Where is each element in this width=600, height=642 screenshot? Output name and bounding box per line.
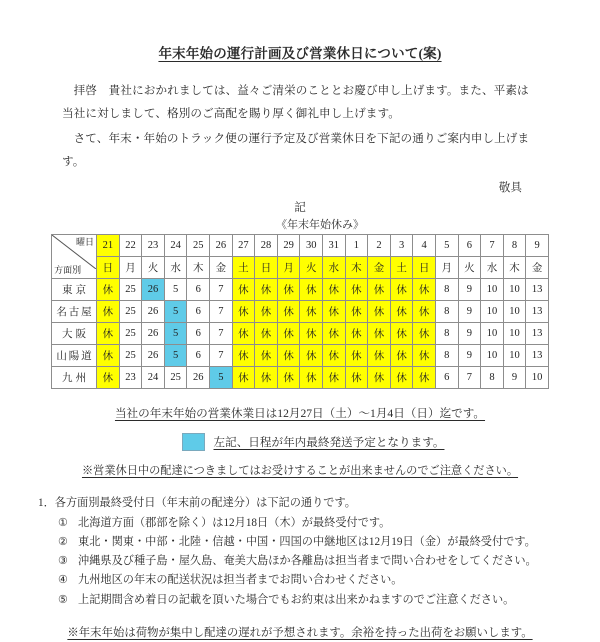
schedule-cell: 休	[368, 367, 391, 389]
weekday-header-cell: 木	[503, 257, 526, 279]
row-header-region: 名古屋	[52, 301, 97, 323]
legend-text: 左記、日程が年内最終発送予定となります。	[213, 436, 445, 450]
weekday-header-cell: 金	[368, 257, 391, 279]
schedule-cell: 6	[435, 367, 458, 389]
date-header-cell: 23	[142, 235, 165, 257]
date-header-cell: 7	[481, 235, 504, 257]
schedule-cell: 5	[210, 367, 233, 389]
schedule-cell: 休	[232, 345, 255, 367]
list-item-marker: ⑤	[58, 593, 69, 606]
table-header-weekday-row	[52, 257, 549, 279]
list-item-marker: ①	[58, 516, 69, 529]
table-row	[52, 367, 549, 389]
schedule-cell: 13	[526, 323, 549, 345]
schedule-cell: 9	[458, 345, 481, 367]
schedule-cell: 6	[187, 345, 210, 367]
list-item	[58, 571, 600, 590]
schedule-cell: 休	[97, 279, 120, 301]
schedule-cell: 25	[119, 345, 142, 367]
row-header-region: 山陽道	[52, 345, 97, 367]
schedule-cell: 休	[255, 301, 278, 323]
table-header-dates-row	[52, 235, 549, 257]
schedule-cell: 休	[413, 301, 436, 323]
schedule-cell: 休	[300, 323, 323, 345]
schedule-cell: 休	[97, 323, 120, 345]
schedule-cell: 23	[119, 367, 142, 389]
date-header-cell: 27	[232, 235, 255, 257]
weekday-header-cell: 日	[255, 257, 278, 279]
ki-marker: 記	[294, 201, 306, 215]
weekday-header-cell: 火	[300, 257, 323, 279]
corner-label-weekday: 曜日	[76, 237, 95, 248]
schedule-cell: 休	[345, 367, 368, 389]
schedule-cell: 24	[142, 367, 165, 389]
table-row	[52, 345, 549, 367]
list-item	[58, 591, 600, 610]
page-title: 年末年始の運行計画及び営業休日について(案)	[158, 46, 442, 61]
schedule-cell: 休	[232, 323, 255, 345]
schedule-cell: 休	[97, 345, 120, 367]
schedule-cell: 休	[323, 279, 346, 301]
schedule-cell: 13	[526, 301, 549, 323]
schedule-cell: 7	[210, 279, 233, 301]
date-header-cell: 9	[526, 235, 549, 257]
schedule-cell: 休	[368, 279, 391, 301]
schedule-cell: 休	[300, 345, 323, 367]
schedule-cell: 10	[503, 323, 526, 345]
date-header-cell: 4	[413, 235, 436, 257]
corner-label-direction: 方面別	[54, 265, 82, 276]
schedule-cell: 5	[164, 345, 187, 367]
list-item-marker: ②	[58, 535, 69, 548]
schedule-cell: 休	[390, 301, 413, 323]
schedule-cell: 13	[526, 279, 549, 301]
schedule-cell: 26	[187, 367, 210, 389]
schedule-cell: 休	[368, 345, 391, 367]
weekday-header-cell: 金	[526, 257, 549, 279]
schedule-cell: 休	[232, 301, 255, 323]
schedule-cell: 10	[526, 367, 549, 389]
final-note-text: ※年末年始は荷物が集中し配達の遅れが予想されます。余裕を持った出荷をお願いします。	[67, 626, 533, 639]
date-header-cell: 31	[323, 235, 346, 257]
schedule-cell: 休	[323, 323, 346, 345]
schedule-cell: 休	[368, 323, 391, 345]
schedule-cell: 10	[481, 323, 504, 345]
table-caption: 《年末年始休み》	[276, 219, 364, 232]
weekday-header-cell: 水	[323, 257, 346, 279]
list-heading: 1．各方面別最終受付日（年末前の配達分）は下記の通りです。	[38, 497, 356, 510]
no-delivery-text: ※営業休日中の配達につきましてはお受けすることが出来ませんのでご注意ください。	[81, 465, 519, 478]
schedule-cell: 休	[345, 301, 368, 323]
list-item-text: 上記期間含め着日の記載を頂いた場合でもお約束は出来かねますのでご注意ください。	[78, 593, 515, 606]
schedule-cell: 休	[232, 279, 255, 301]
schedule-cell: 8	[435, 323, 458, 345]
schedule-cell: 休	[277, 367, 300, 389]
schedule-cell: 10	[503, 301, 526, 323]
date-header-cell: 29	[277, 235, 300, 257]
list-item-marker: ③	[58, 555, 69, 568]
schedule-cell: 7	[458, 367, 481, 389]
schedule-cell: 26	[142, 279, 165, 301]
date-header-cell: 21	[97, 235, 120, 257]
schedule-cell: 休	[413, 279, 436, 301]
schedule-cell: 25	[164, 367, 187, 389]
legend-row	[0, 433, 600, 451]
schedule-cell: 6	[187, 323, 210, 345]
date-header-cell: 3	[390, 235, 413, 257]
schedule-cell: 休	[413, 323, 436, 345]
schedule-cell: 7	[210, 323, 233, 345]
schedule-cell: 休	[368, 301, 391, 323]
schedule-cell: 6	[187, 279, 210, 301]
schedule-cell: 休	[300, 367, 323, 389]
document-page	[0, 42, 600, 642]
schedule-cell: 休	[413, 367, 436, 389]
weekday-header-cell: 水	[481, 257, 504, 279]
date-header-cell: 1	[345, 235, 368, 257]
date-header-cell: 8	[503, 235, 526, 257]
schedule-cell: 休	[97, 367, 120, 389]
schedule-cell: 休	[97, 301, 120, 323]
date-header-cell: 6	[458, 235, 481, 257]
holiday-period-note	[0, 405, 600, 421]
schedule-cell: 7	[210, 345, 233, 367]
list-item	[58, 552, 600, 571]
date-header-cell: 22	[119, 235, 142, 257]
schedule-cell: 26	[142, 301, 165, 323]
final-note	[0, 624, 600, 640]
schedule-cell: 休	[255, 279, 278, 301]
schedule-cell: 休	[277, 279, 300, 301]
schedule-cell: 休	[232, 367, 255, 389]
schedule-cell: 9	[458, 323, 481, 345]
weekday-header-cell: 土	[390, 257, 413, 279]
schedule-cell: 9	[458, 301, 481, 323]
weekday-header-cell: 木	[187, 257, 210, 279]
holiday-period-text: 当社の年末年始の営業休業日は12月27日（土）～1月4日（日）迄です。	[114, 407, 486, 421]
closing-salutation: 敬具	[498, 181, 522, 195]
schedule-cell: 休	[300, 301, 323, 323]
greeting-paragraph: 拝啓 貴社におかれましては、益々ご清栄のこととお慶び申し上げます。また、平素は当社に対しまして、格別のご高配を賜り厚く御礼申し上げます。	[62, 84, 529, 120]
schedule-cell: 休	[345, 345, 368, 367]
date-header-cell: 24	[164, 235, 187, 257]
schedule-cell: 25	[119, 279, 142, 301]
row-header-region: 九州	[52, 367, 97, 389]
list-item-text: 北海道方面（郡部を除く）は12月18日（木）が最終受付です。	[78, 516, 391, 529]
no-delivery-note	[0, 462, 600, 478]
schedule-cell: 8	[435, 345, 458, 367]
list-item-marker: ④	[58, 574, 69, 587]
weekday-header-cell: 木	[345, 257, 368, 279]
schedule-cell: 26	[142, 323, 165, 345]
schedule-cell: 10	[481, 279, 504, 301]
schedule-cell: 8	[481, 367, 504, 389]
schedule-cell: 7	[210, 301, 233, 323]
schedule-table-wrap	[0, 234, 600, 389]
list-item-text: 沖縄県及び種子島・屋久島、奄美大島ほか各離島は担当者まで問い合わせをしてください。	[78, 555, 537, 568]
schedule-cell: 休	[255, 345, 278, 367]
schedule-cell: 25	[119, 323, 142, 345]
list-item	[58, 514, 600, 533]
schedule-cell: 休	[323, 301, 346, 323]
list-item	[58, 533, 600, 552]
schedule-cell: 10	[481, 301, 504, 323]
schedule-cell: 5	[164, 301, 187, 323]
schedule-cell: 25	[119, 301, 142, 323]
row-header-region: 東京	[52, 279, 97, 301]
schedule-cell: 8	[435, 279, 458, 301]
weekday-header-cell: 水	[164, 257, 187, 279]
schedule-cell: 10	[481, 345, 504, 367]
notice-list	[38, 494, 600, 610]
schedule-table	[51, 234, 549, 389]
list-item-text: 東北・関東・中部・北陸・信越・中国・四国の中継地区は12月19日（金）が最終受付です。	[78, 535, 536, 548]
weekday-header-cell: 月	[435, 257, 458, 279]
table-row	[52, 279, 549, 301]
schedule-cell: 休	[345, 323, 368, 345]
date-header-cell: 30	[300, 235, 323, 257]
date-header-cell: 5	[435, 235, 458, 257]
schedule-cell: 5	[164, 279, 187, 301]
schedule-cell: 休	[277, 323, 300, 345]
schedule-cell: 休	[390, 367, 413, 389]
schedule-cell: 9	[458, 279, 481, 301]
weekday-header-cell: 月	[277, 257, 300, 279]
schedule-cell: 13	[526, 345, 549, 367]
schedule-cell: 休	[323, 345, 346, 367]
schedule-cell: 6	[187, 301, 210, 323]
weekday-header-cell: 火	[142, 257, 165, 279]
weekday-header-cell: 日	[97, 257, 120, 279]
weekday-header-cell: 土	[232, 257, 255, 279]
weekday-header-cell: 日	[413, 257, 436, 279]
list-item-text: 九州地区の年末の配送状況は担当者までお問い合わせください。	[78, 574, 403, 587]
schedule-cell: 休	[277, 345, 300, 367]
weekday-header-cell: 火	[458, 257, 481, 279]
schedule-cell: 8	[435, 301, 458, 323]
schedule-cell: 休	[277, 301, 300, 323]
date-header-cell: 26	[210, 235, 233, 257]
schedule-cell: 休	[390, 323, 413, 345]
schedule-cell: 休	[345, 279, 368, 301]
schedule-cell: 休	[300, 279, 323, 301]
schedule-cell: 休	[390, 345, 413, 367]
date-header-cell: 2	[368, 235, 391, 257]
date-header-cell: 28	[255, 235, 278, 257]
schedule-cell: 5	[164, 323, 187, 345]
schedule-cell: 休	[413, 345, 436, 367]
schedule-cell: 10	[503, 345, 526, 367]
table-corner-cell	[52, 235, 97, 279]
schedule-cell: 休	[255, 367, 278, 389]
table-row	[52, 323, 549, 345]
schedule-cell: 休	[255, 323, 278, 345]
schedule-cell: 10	[503, 279, 526, 301]
letter-body	[62, 80, 540, 173]
weekday-header-cell: 月	[119, 257, 142, 279]
blue-swatch-icon	[182, 433, 205, 451]
schedule-cell: 休	[323, 367, 346, 389]
schedule-cell: 休	[390, 279, 413, 301]
purpose-paragraph: さて、年末・年始のトラック便の運行予定及び営業休日を下記の通りご案内申し上げます。	[62, 132, 530, 168]
weekday-header-cell: 金	[210, 257, 233, 279]
schedule-cell: 26	[142, 345, 165, 367]
schedule-cell: 9	[503, 367, 526, 389]
date-header-cell: 25	[187, 235, 210, 257]
row-header-region: 大阪	[52, 323, 97, 345]
table-row	[52, 301, 549, 323]
